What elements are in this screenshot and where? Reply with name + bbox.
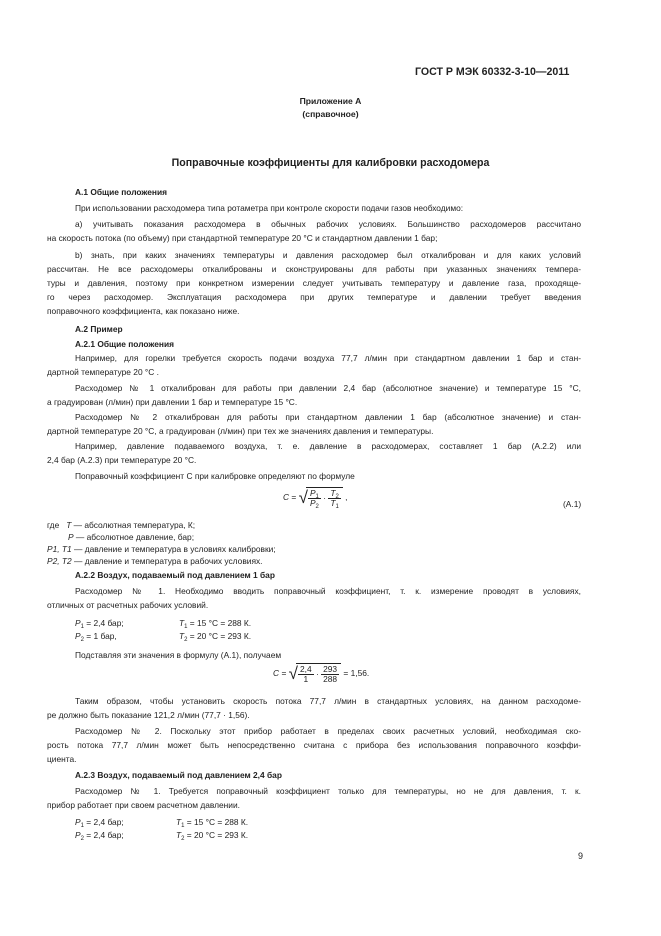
a1-item-b-line2: рассчитан. Не все расходомеры откалиброваны и сконструированы для работы при указанных значениях темпера- xyxy=(47,264,581,274)
section-a23-heading: А.2.3 Воздух, подаваемый под давлением 2,4 бар xyxy=(75,770,282,780)
a21-p1-line2: дартной температуре 20 °С . xyxy=(47,367,159,377)
standard-code: ГОСТ Р МЭК 60332-3-10—2011 xyxy=(415,66,570,78)
formula-a1: C = √ $\frac{P_1}{P_2}$ · $\frac{T_2}{T_1}$ , xyxy=(283,488,348,511)
a22-values-row2-right: $T_2 = 20$ °С = 293 К. xyxy=(179,631,252,643)
annex-label: Приложение А xyxy=(299,96,362,106)
where-line-4: P2, T2 — давление и температура в рабочих условиях. xyxy=(47,556,263,566)
a22-p3-line2: рость потока 77,7 л/мин может быть непосредственно считана с прибора без использования поправочного коэффи- xyxy=(47,740,581,750)
a22-values-row2-left: $P_2 = 1$ бар, xyxy=(75,631,117,643)
formula-a1-number: (А.1) xyxy=(563,499,582,509)
a23-values-row1-left: $P_1 = 2,4$ бар; xyxy=(75,817,124,829)
annex-type: (справочное) xyxy=(302,109,359,119)
a21-p1-line1: Например, для горелки требуется скорость подачи воздуха 77,7 л/мин при стандартном давлении 1 бар и стан- xyxy=(75,353,581,363)
section-a21-heading: А.2.1 Общие положения xyxy=(75,339,174,349)
a23-values-row2-left: $P_2 = 2,4$ бар; xyxy=(75,830,124,842)
where-line-1: где T — абсолютная температура, К; xyxy=(47,520,196,530)
where-line-2: P — абсолютное давление, бар; xyxy=(68,532,195,542)
a1-item-a-line1: а) учитывать показания расходомера в обычных рабочих условиях. Большинство расходомеров рассчитано xyxy=(75,219,581,229)
a22-p3-line1: Расходомер № 2. Поскольку этот прибор работает в пределах своих расчетных условий, необходимая ско- xyxy=(75,726,581,736)
a1-item-b-line3: туры и давления, поэтому при конкретном измерении следует учитывать температуру и давление газа, проходяще- xyxy=(47,278,581,288)
where-line-3: P1, T1 — давление и температура в условиях калибровки; xyxy=(47,544,276,554)
a1-intro: При использовании расходомера типа ротаметра при контроле скорости подачи газов необходимо: xyxy=(75,203,464,213)
a1-item-b-line5: поправочного коэффициента, как показано ниже. xyxy=(47,306,240,316)
a21-p5: Поправочный коэффициент C при калибровке определяют по формуле xyxy=(75,471,355,481)
section-a2-heading: А.2 Пример xyxy=(75,324,123,334)
a1-item-b-line1: b) знать, при каких значениях температуры и давления расходомер был откалиброван и для каких условий xyxy=(75,250,581,260)
a23-values-row1-right: $T_1 = 15$ °С = 288 К. xyxy=(176,817,249,829)
section-a22-heading: А.2.2 Воздух, подаваемый под давлением 1 бар xyxy=(75,570,275,580)
a22-substitution: Подставляя эти значения в формулу (А.1), получаем xyxy=(75,650,282,660)
a22-p2-line1: Таким образом, чтобы установить скорость потока 77,7 л/мин в стандартных условиях, на данном расходоме- xyxy=(75,696,581,706)
document-title: Поправочные коэффициенты для калибровки расходомера xyxy=(171,157,490,169)
a22-p1-line2: отличных от расчетных рабочих условий. xyxy=(47,600,209,610)
page-number: 9 xyxy=(578,851,584,861)
a21-p3-line1: Расходомер № 2 откалиброван для работы при стандартном давлении 1 бар (абсолютное значение) и стан- xyxy=(75,412,581,422)
a21-p4-line1: Например, давление подаваемого воздуха, т. е. давление в расходомерах, составляет 1 бар (А.2.2) или xyxy=(75,441,581,451)
section-a1-heading: А.1 Общие положения xyxy=(75,187,168,197)
a1-item-b-line4: го через расходомер. Эксплуатация расходомера при других температуре и давлении требует введения xyxy=(47,292,581,302)
formula-lhs: C xyxy=(283,491,290,502)
a22-values-row1-left: $P_1 = 2,4$ бар; xyxy=(75,618,124,630)
a21-p3-line2: дартной температуре 20 °С, а градуирован (л/мин) при тех же значениях давления и температуры. xyxy=(47,426,434,436)
a22-values-row1-right: $T_1 = 15$ °С = 288 К. xyxy=(179,618,252,630)
a22-p1-line1: Расходомер № 1. Необходимо вводить поправочный коэффициент, т. к. измерение проводят в условиях, xyxy=(75,586,581,596)
a21-p4-line2: 2,4 бар (А.2.3) при температуре 20 °С. xyxy=(47,455,197,465)
a21-p2-line1: Расходомер № 1 откалиброван для работы при давлении 2,4 бар (абсолютное значение) и температуре 15 °С, xyxy=(75,383,581,393)
a23-p1-line2: прибор работает при своем расчетном давлении. xyxy=(47,800,240,810)
formula-numeric: C = √ $\frac{2,4}{1}$ · $\frac{293}{288}$ = 1,56. xyxy=(273,664,370,685)
a23-p1-line1: Расходомер № 1. Требуется поправочный коэффициент только для температуры, но не для давления, т. к. xyxy=(75,786,581,796)
a23-values-row2-right: $T_2 = 20$ °С = 293 К. xyxy=(176,830,249,842)
a21-p2-line2: а градуирован (л/мин) при давлении 1 бар и температуре 15 °С. xyxy=(47,397,298,407)
a22-p3-line3: циента. xyxy=(47,754,77,764)
a22-p2-line2: ре должно быть показание 121,2 л/мин (77,7 · 1,56). xyxy=(47,710,250,720)
a1-item-a-line2: на скорость потока (по объему) при стандартной температуре 20 °С и стандартном давлении 1 бар; xyxy=(47,233,438,243)
